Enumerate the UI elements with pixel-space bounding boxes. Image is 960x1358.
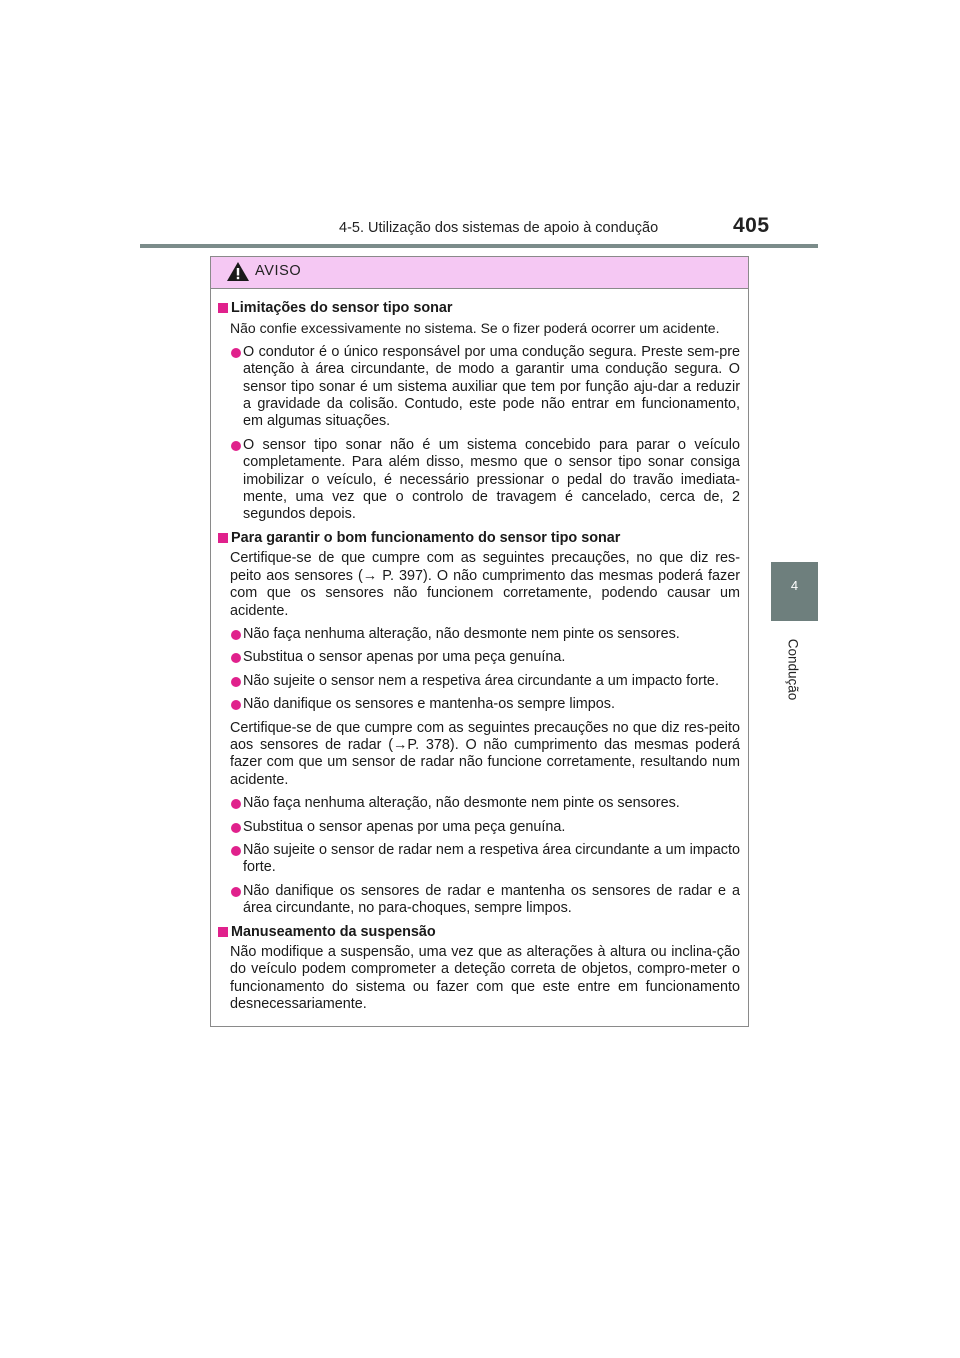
list-item: Não sujeite o sensor de radar nem a respetiva área circundante a um impacto forte. — [218, 842, 740, 877]
square-bullet-icon — [218, 927, 228, 937]
warning-label: AVISO — [255, 263, 302, 279]
warning-header — [211, 257, 748, 289]
bullet-dot-icon — [231, 700, 241, 710]
bullet-dot-icon — [231, 348, 241, 358]
list-item: Substitua o sensor apenas por uma peça genuína. — [218, 819, 740, 836]
section-title: 4-5. Utilização dos sistemas de apoio à condução — [339, 220, 659, 236]
list-item: Não faça nenhuma alteração, não desmonte nem pinte os sensores. — [218, 795, 740, 812]
page-number: 405 — [733, 214, 770, 237]
square-bullet-icon — [218, 303, 228, 313]
section-heading: Manuseamento da suspensão — [218, 924, 740, 941]
section-intro: Certifique-se de que cumpre com as seguintes precauções no que diz res-peito aos sensores de radar (→P. 378). O não cumprimento das mesmas poderá fazer com que um sensor de radar não funcione corretamente, resultando num acidente. — [230, 719, 740, 788]
bullet-dot-icon — [231, 653, 241, 663]
list-item: O sensor tipo sonar não é um sistema concebido para parar o veículo completamente. Para além disso, mesmo que o sensor tipo sonar consiga imobilizar o veículo, é necessário pressionar o pedal do travão imediata-mente, uma vez que o controlo de travagem é cancelado, cerca de, 2 segundos depois. — [218, 437, 740, 524]
warning-triangle-icon — [226, 261, 250, 282]
warning-body — [211, 289, 748, 1014]
list-item: Não sujeite o sensor nem a respetiva área circundante a um impacto forte. — [218, 673, 740, 690]
list-item: O condutor é o único responsável por uma condução segura. Preste sem-pre atenção à área circundante, de modo a garantir uma condução segura. O sensor tipo sonar é um sistema auxiliar que tem por função aju-dar a reduzir a gravidade da colisão. Contudo, este pode não entrar em funcionamento, em algumas situações. — [218, 344, 740, 431]
bullet-dot-icon — [231, 887, 241, 897]
bullet-dot-icon — [231, 846, 241, 856]
chapter-number: 4 — [790, 578, 799, 593]
bullet-dot-icon — [231, 823, 241, 833]
section-heading: Limitações do sensor tipo sonar — [218, 300, 740, 317]
warning-box — [210, 256, 749, 1027]
list-item: Não danifique os sensores e mantenha-os sempre limpos. — [218, 696, 740, 713]
section-heading: Para garantir o bom funcionamento do sensor tipo sonar — [218, 530, 740, 547]
section-intro: Não confie excessivamente no sistema. Se o fizer poderá ocorrer um acidente. — [230, 320, 720, 337]
bullet-dot-icon — [231, 677, 241, 687]
list-item: Substitua o sensor apenas por uma peça genuína. — [218, 649, 740, 666]
list-item: Não faça nenhuma alteração, não desmonte nem pinte os sensores. — [218, 626, 740, 643]
list-item: Não danifique os sensores de radar e mantenha os sensores de radar e a área circundante, no para-choques, sempre limpos. — [218, 883, 740, 918]
bullet-dot-icon — [231, 441, 241, 451]
section-intro: Não modifique a suspensão, uma vez que as alterações à altura ou inclina-ção do veículo podem comprometer a deteção correta de objetos, compro-meter o funcionamento do sistema ou fazer com que este entre em funcionamento desnecessariamente. — [230, 944, 740, 1013]
bullet-dot-icon — [231, 799, 241, 809]
square-bullet-icon — [218, 533, 228, 543]
header-rule — [140, 244, 818, 248]
chapter-label: Condução — [785, 638, 801, 701]
section-intro: Certifique-se de que cumpre com as seguintes precauções, no que diz res-peito aos sensores (→ P. 397). O não cumprimento das mesmas poderá fazer com que os sensores não funcionem corretamente, podendo causar um acidente. — [230, 550, 740, 619]
bullet-dot-icon — [231, 630, 241, 640]
